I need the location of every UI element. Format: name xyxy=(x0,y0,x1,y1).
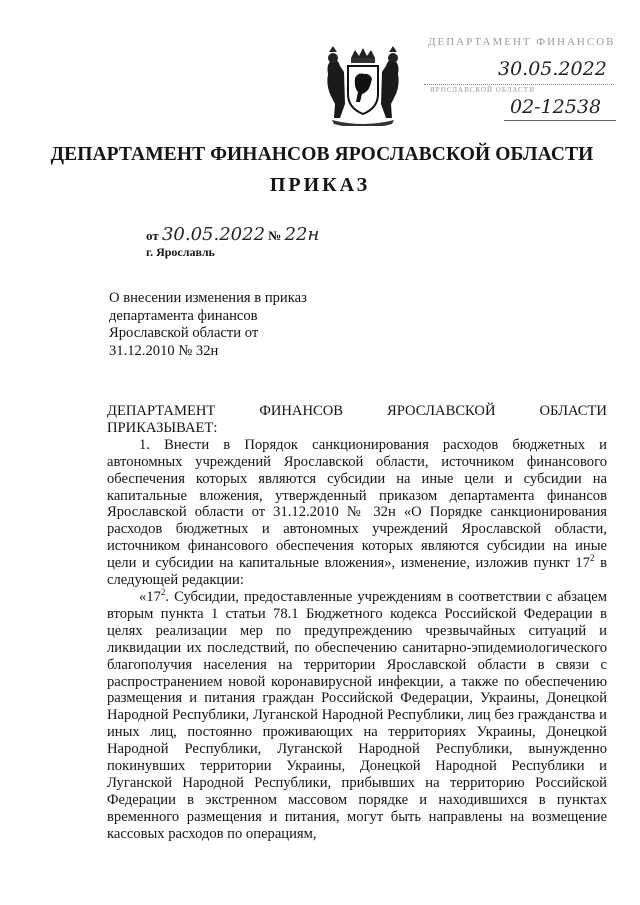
document-date: 30.05.2022 xyxy=(161,224,266,245)
orders-word: ЯРОСЛАВСКОЙ xyxy=(387,403,496,419)
orders-word: ДЕПАРТАМЕНТ xyxy=(107,403,216,419)
date-prefix: от xyxy=(146,228,159,243)
number-prefix: № xyxy=(268,228,282,243)
orders-word: ФИНАНСОВ xyxy=(259,403,344,419)
stamp-top-text: ДЕПАРТАМЕНТ ФИНАНСОВ xyxy=(428,36,616,48)
paragraph-1-sup: 2 xyxy=(590,553,595,564)
city-label: г. Ярославль xyxy=(146,245,215,259)
orders-word: ОБЛАСТИ xyxy=(539,403,607,419)
registration-stamp xyxy=(424,36,624,126)
stamp-divider-bottom xyxy=(504,120,616,121)
subject-line: департамента финансов xyxy=(109,307,258,324)
subject-line: Ярославской области от xyxy=(109,325,259,341)
order-body xyxy=(107,403,607,843)
paragraph-2-start: «17 xyxy=(139,588,161,605)
paragraph-2-text: . Субсидии, предоставленные учреждениям в соответствии с абзацем вторым пункта 1 статьи 78.1 Бюджетного кодекса Российской Федерации в целях реализации мер по предупреждению чрезвычайных ситуаций и ликвидации их последствий, по обеспечению санитарно-эпидемиологического благополучия населения на территории Ярославской области в связи с распространением новой коронавирусной инфекции, а также по обеспечению размещения и питания граждан Российской Федерации, Украины, Донецкой Народной Республики, Луганской Народной Республики, лиц без гражданства и иных лиц, постоянно проживающих на территориях Украины, Донецкой Народной Республики, Луганской Народной Республики, вынужденно покинувших территории Украины, Донецкой Народной Республики и Луганской Народной Республики, прибывших на территорию Российской Федерации в экстренном массовом порядке и находившихся в пунктах временного размещения и питания, могут быть направлены на возмещение кассовых расходов по операциям, xyxy=(107,588,607,842)
subject-line: 31.12.2010 № 32н xyxy=(109,342,219,359)
stamp-number: 02-12538 xyxy=(510,96,602,118)
paragraph-2 xyxy=(107,589,607,843)
paragraph-2-sup: 2 xyxy=(160,587,166,598)
document-type-title: ПРИКАЗ xyxy=(269,174,371,196)
paragraph-1 xyxy=(107,437,607,589)
document-number: 22н xyxy=(284,224,320,245)
stamp-divider xyxy=(424,84,614,85)
paragraph-1-text: 1. Внести в Порядок санкционирования расходов бюджетных и автономных учреждений Ярославской области, источником финансового обеспечения которых являются субсидии на иные цели и субсидии на капитальные вложения, утвержденный приказом департамента финансов Ярославской области от 31.12.2010 № 32н «О Порядке санкционирования расходов бюджетных и автономных учреждений Ярославской области, источником финансового обеспечения которых являются субсидии на иные цели и субсидии на капитальные вложения», изменение, изложив пункт 17 xyxy=(107,436,607,572)
coat-of-arms-emblem xyxy=(318,44,408,126)
paragraph-1-end: в следующей редакции: xyxy=(107,555,607,589)
department-title: ДЕПАРТАМЕНТ ФИНАНСОВ ЯРОСЛАВСКОЙ ОБЛАСТИ xyxy=(50,144,594,165)
stamp-caption: ЯРОСЛАВСКОЙ ОБЛАСТИ xyxy=(430,86,536,94)
document-date-line xyxy=(146,224,319,245)
order-subject xyxy=(109,290,369,360)
stamp-date: 30.05.2022 xyxy=(498,58,607,80)
orders-verb: ПРИКАЗЫВАЕТ: xyxy=(107,419,218,436)
orders-heading xyxy=(107,403,607,420)
subject-line: О внесении изменения в приказ xyxy=(109,290,307,306)
